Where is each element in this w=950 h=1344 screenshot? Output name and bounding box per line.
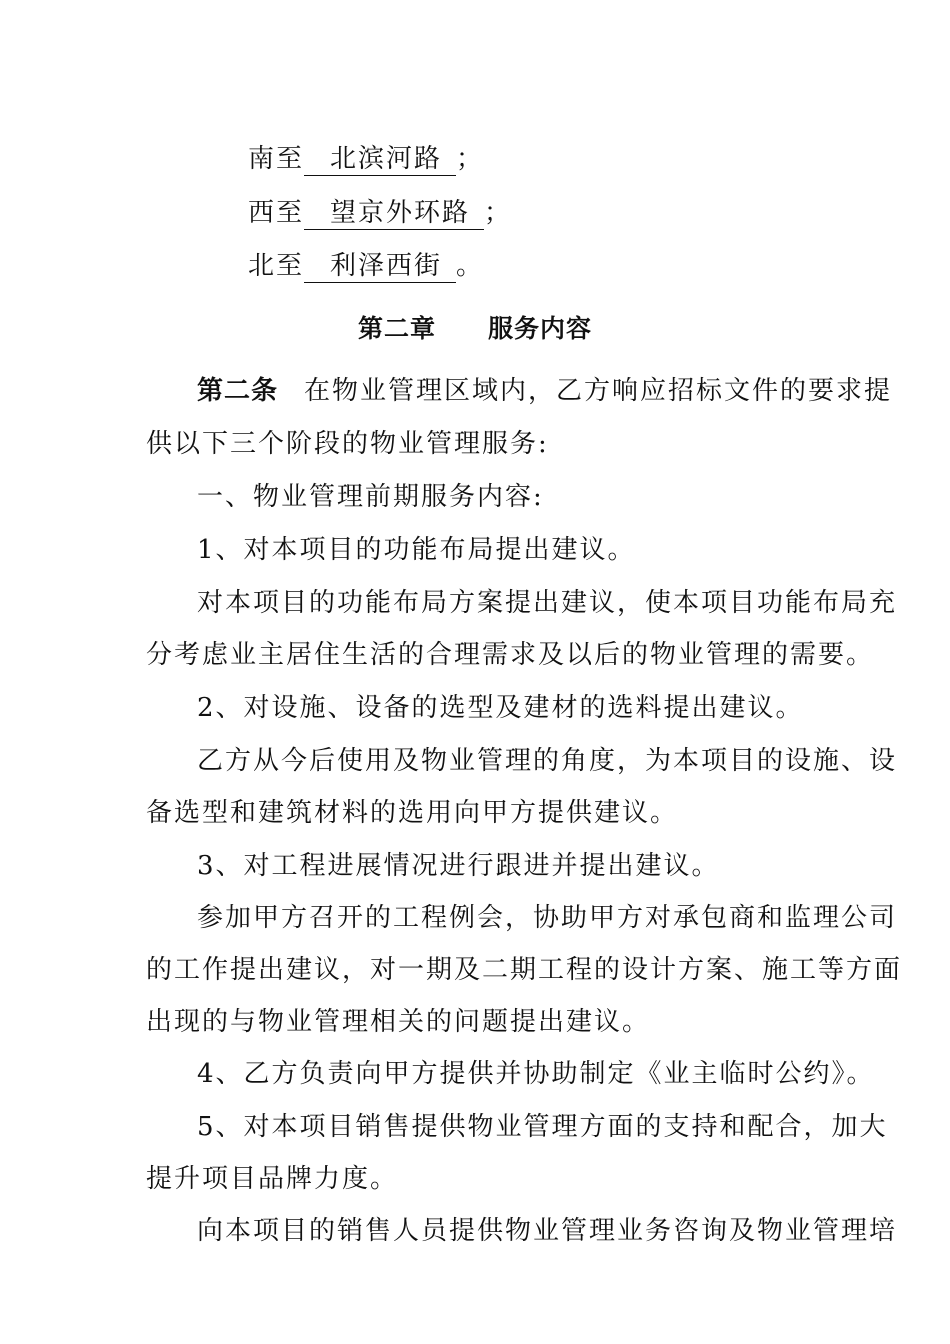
boundary-north-end: 。 xyxy=(456,251,485,281)
article-2-line-1 xyxy=(197,370,892,407)
item-2-title: 2、对设施、设备的选型及建材的选料提出建议。 xyxy=(197,693,804,723)
boundary-west-end: ； xyxy=(484,198,513,228)
boundary-south-name: 北滨河路 xyxy=(304,145,456,176)
article-2-line-2: 供以下三个阶段的物业管理服务: xyxy=(146,429,549,459)
item-3-title: 3、对工程进展情况进行跟进并提出建议。 xyxy=(197,851,720,881)
boundary-south-prefix: 南至 xyxy=(248,144,305,174)
article-2-text-1: 在物业管理区域内，乙方响应招标文件的要求提 xyxy=(304,376,893,406)
item-3-body-line-3: 出现的与物业管理相关的问题提出建议。 xyxy=(146,1007,651,1037)
item-3-body-line-1: 参加甲方召开的工程例会，协助甲方对承包商和监理公司 xyxy=(197,903,898,933)
chapter-number: 第二章 xyxy=(357,314,436,343)
item-5-title-line-1: 5、对本项目销售提供物业管理方面的支持和配合，加大 xyxy=(197,1112,888,1142)
boundary-west-name: 望京外环路 xyxy=(304,199,484,230)
item-1-title: 1、对本项目的功能布局提出建议。 xyxy=(197,535,636,565)
boundary-south xyxy=(248,138,484,176)
item-5-title-line-2: 提升项目品牌力度。 xyxy=(146,1164,399,1194)
item-5-body-line-1: 向本项目的销售人员提供物业管理业务咨询及物业管理培 xyxy=(197,1216,898,1246)
boundary-west xyxy=(248,192,512,230)
item-3-body-line-2: 的工作提出建议，对一期及二期工程的设计方案、施工等方面 xyxy=(146,955,903,985)
chapter-title: 服务内容 xyxy=(488,314,593,343)
chapter-heading xyxy=(0,309,950,345)
item-2-body-line-2: 备选型和建筑材料的选用向甲方提供建议。 xyxy=(146,798,679,828)
item-1-body-line-2: 分考虑业主居住生活的合理需求及以后的物业管理的需要。 xyxy=(146,640,875,670)
article-label: 第二条 xyxy=(197,376,279,406)
item-2-body-line-1: 乙方从今后使用及物业管理的角度，为本项目的设施、设 xyxy=(197,746,898,776)
boundary-north-prefix: 北至 xyxy=(248,251,305,281)
boundary-west-prefix: 西至 xyxy=(248,198,305,228)
section-heading: 一、物业管理前期服务内容: xyxy=(197,482,544,512)
item-4-title: 4、乙方负责向甲方提供并协助制定《业主临时公约》。 xyxy=(197,1059,875,1089)
boundary-north-name: 利泽西街 xyxy=(304,252,456,283)
boundary-south-end: ； xyxy=(456,144,485,174)
item-1-body-line-1: 对本项目的功能布局方案提出建议，使本项目功能布局充 xyxy=(197,588,898,618)
boundary-north xyxy=(248,245,484,283)
